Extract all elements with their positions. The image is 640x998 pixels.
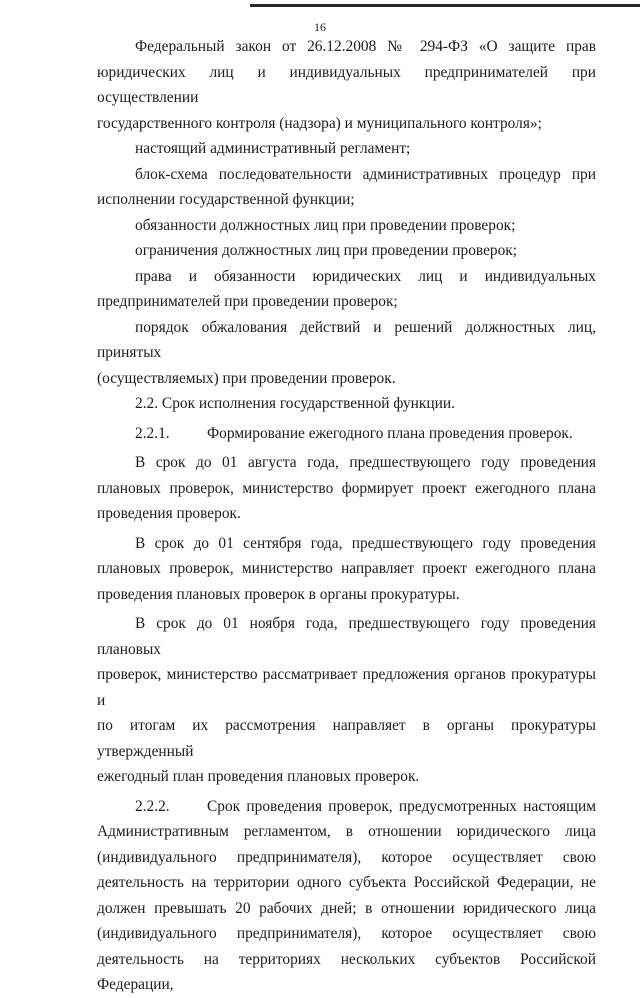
paragraph-line xyxy=(97,111,596,137)
text-line: Формирование ежегодного плана проведения проверок. xyxy=(207,424,573,442)
paragraph-line xyxy=(97,870,596,896)
text-line: деятельность на территориях нескольких субъектов Российской Федерации, xyxy=(97,950,596,993)
text-line: ежегодный план проведения плановых проверок. xyxy=(97,768,420,785)
text-line: Федеральный закон от 26.12.2008 № 294-ФЗ «О защите прав xyxy=(135,38,596,55)
text-line: (индивидуального предпринимателя), которое осуществляет свою xyxy=(97,848,596,866)
paragraph-line xyxy=(97,896,596,922)
text-line: предпринимателей при проведении проверок; xyxy=(97,293,398,310)
text-line: исполнении государственной функции; xyxy=(97,191,355,208)
text-line: проверок, министерство рассматривает предложения органов прокуратуры и xyxy=(97,666,596,709)
text-line: права и обязанности юридических лиц и индивидуальных xyxy=(135,267,596,285)
paragraph-line xyxy=(97,556,596,582)
text-line: (индивидуального предпринимателя), которое осуществляет свою xyxy=(97,925,596,942)
paragraph xyxy=(97,34,596,60)
text-line: деятельность на территории одного субъекта Российской Федерации, не xyxy=(97,874,596,891)
text-line: В срок до 01 ноября года, предшествующего году проведения плановых xyxy=(97,615,596,658)
text-line: плановых проверок, министерство направляет проект ежегодного плана xyxy=(97,560,596,577)
paragraph-line xyxy=(97,289,596,315)
paragraph xyxy=(97,531,596,557)
text-line: обязанности должностных лиц при проведении проверок; xyxy=(135,216,516,234)
text-line: (осуществляемых) при проведении проверок. xyxy=(97,369,396,387)
text-line: юридических лиц и индивидуальных предпринимателей при осуществлении xyxy=(97,63,596,106)
text-line: Административным регламентом, в отношении юридического лица xyxy=(97,823,596,840)
header-rule xyxy=(250,4,640,7)
paragraph xyxy=(97,213,596,239)
subsection-heading xyxy=(97,421,596,447)
paragraph-line xyxy=(97,476,596,502)
text-line: Срок проведения проверок, предусмотренных настоящим xyxy=(207,797,596,815)
paragraph xyxy=(97,136,596,162)
clause-number: 2.2.1. xyxy=(135,424,170,442)
paragraph xyxy=(97,611,596,662)
text-line: блок-схема последовательности административных процедур при xyxy=(135,165,596,183)
text-line: В срок до 01 августа года, предшествующего году проведения xyxy=(135,454,596,471)
subsection-heading xyxy=(97,794,596,820)
text-line: порядок обжалования действий и решений должностных лиц, принятых xyxy=(97,318,596,361)
text-line: проведения проверок. xyxy=(97,505,241,522)
paragraph xyxy=(97,264,596,290)
paragraph-line xyxy=(97,60,596,111)
paragraph xyxy=(97,162,596,188)
page-number: 16 xyxy=(314,20,326,34)
text-line: проведения плановых проверок в органы прокуратуры. xyxy=(97,585,460,603)
paragraph-line xyxy=(97,921,596,947)
text-line: должен превышать 20 рабочих дней; в отношении юридического лица xyxy=(97,899,596,917)
paragraph xyxy=(97,450,596,476)
section-heading xyxy=(97,391,596,417)
paragraph-line xyxy=(97,662,596,713)
paragraph xyxy=(97,315,596,366)
text-line: по итогам их рассмотрения направляет в органы прокуратуры утвержденный xyxy=(97,717,596,760)
paragraph-line xyxy=(97,947,596,998)
paragraph-line xyxy=(97,819,596,845)
text-line: плановых проверок, министерство формирует проект ежегодного плана xyxy=(97,479,596,497)
text-line: настоящий административный регламент; xyxy=(135,140,411,157)
text-line: ограничения должностных лиц при проведении проверок; xyxy=(135,242,518,259)
paragraph-line xyxy=(97,845,596,871)
paragraph-line xyxy=(97,187,596,213)
paragraph-line xyxy=(97,582,596,608)
text-line: В срок до 01 сентября года, предшествующего году проведения xyxy=(135,534,596,552)
text-line: 2.2. Срок исполнения государственной функции. xyxy=(135,395,455,412)
paragraph-line xyxy=(97,713,596,764)
paragraph-line xyxy=(97,764,596,790)
paragraph xyxy=(97,238,596,264)
text-line: государственного контроля (надзора) и муниципального контроля»; xyxy=(97,114,542,132)
paragraph-line xyxy=(97,501,596,527)
document-body xyxy=(97,34,596,998)
clause-number: 2.2.2. xyxy=(135,797,170,815)
paragraph-line xyxy=(97,366,596,392)
